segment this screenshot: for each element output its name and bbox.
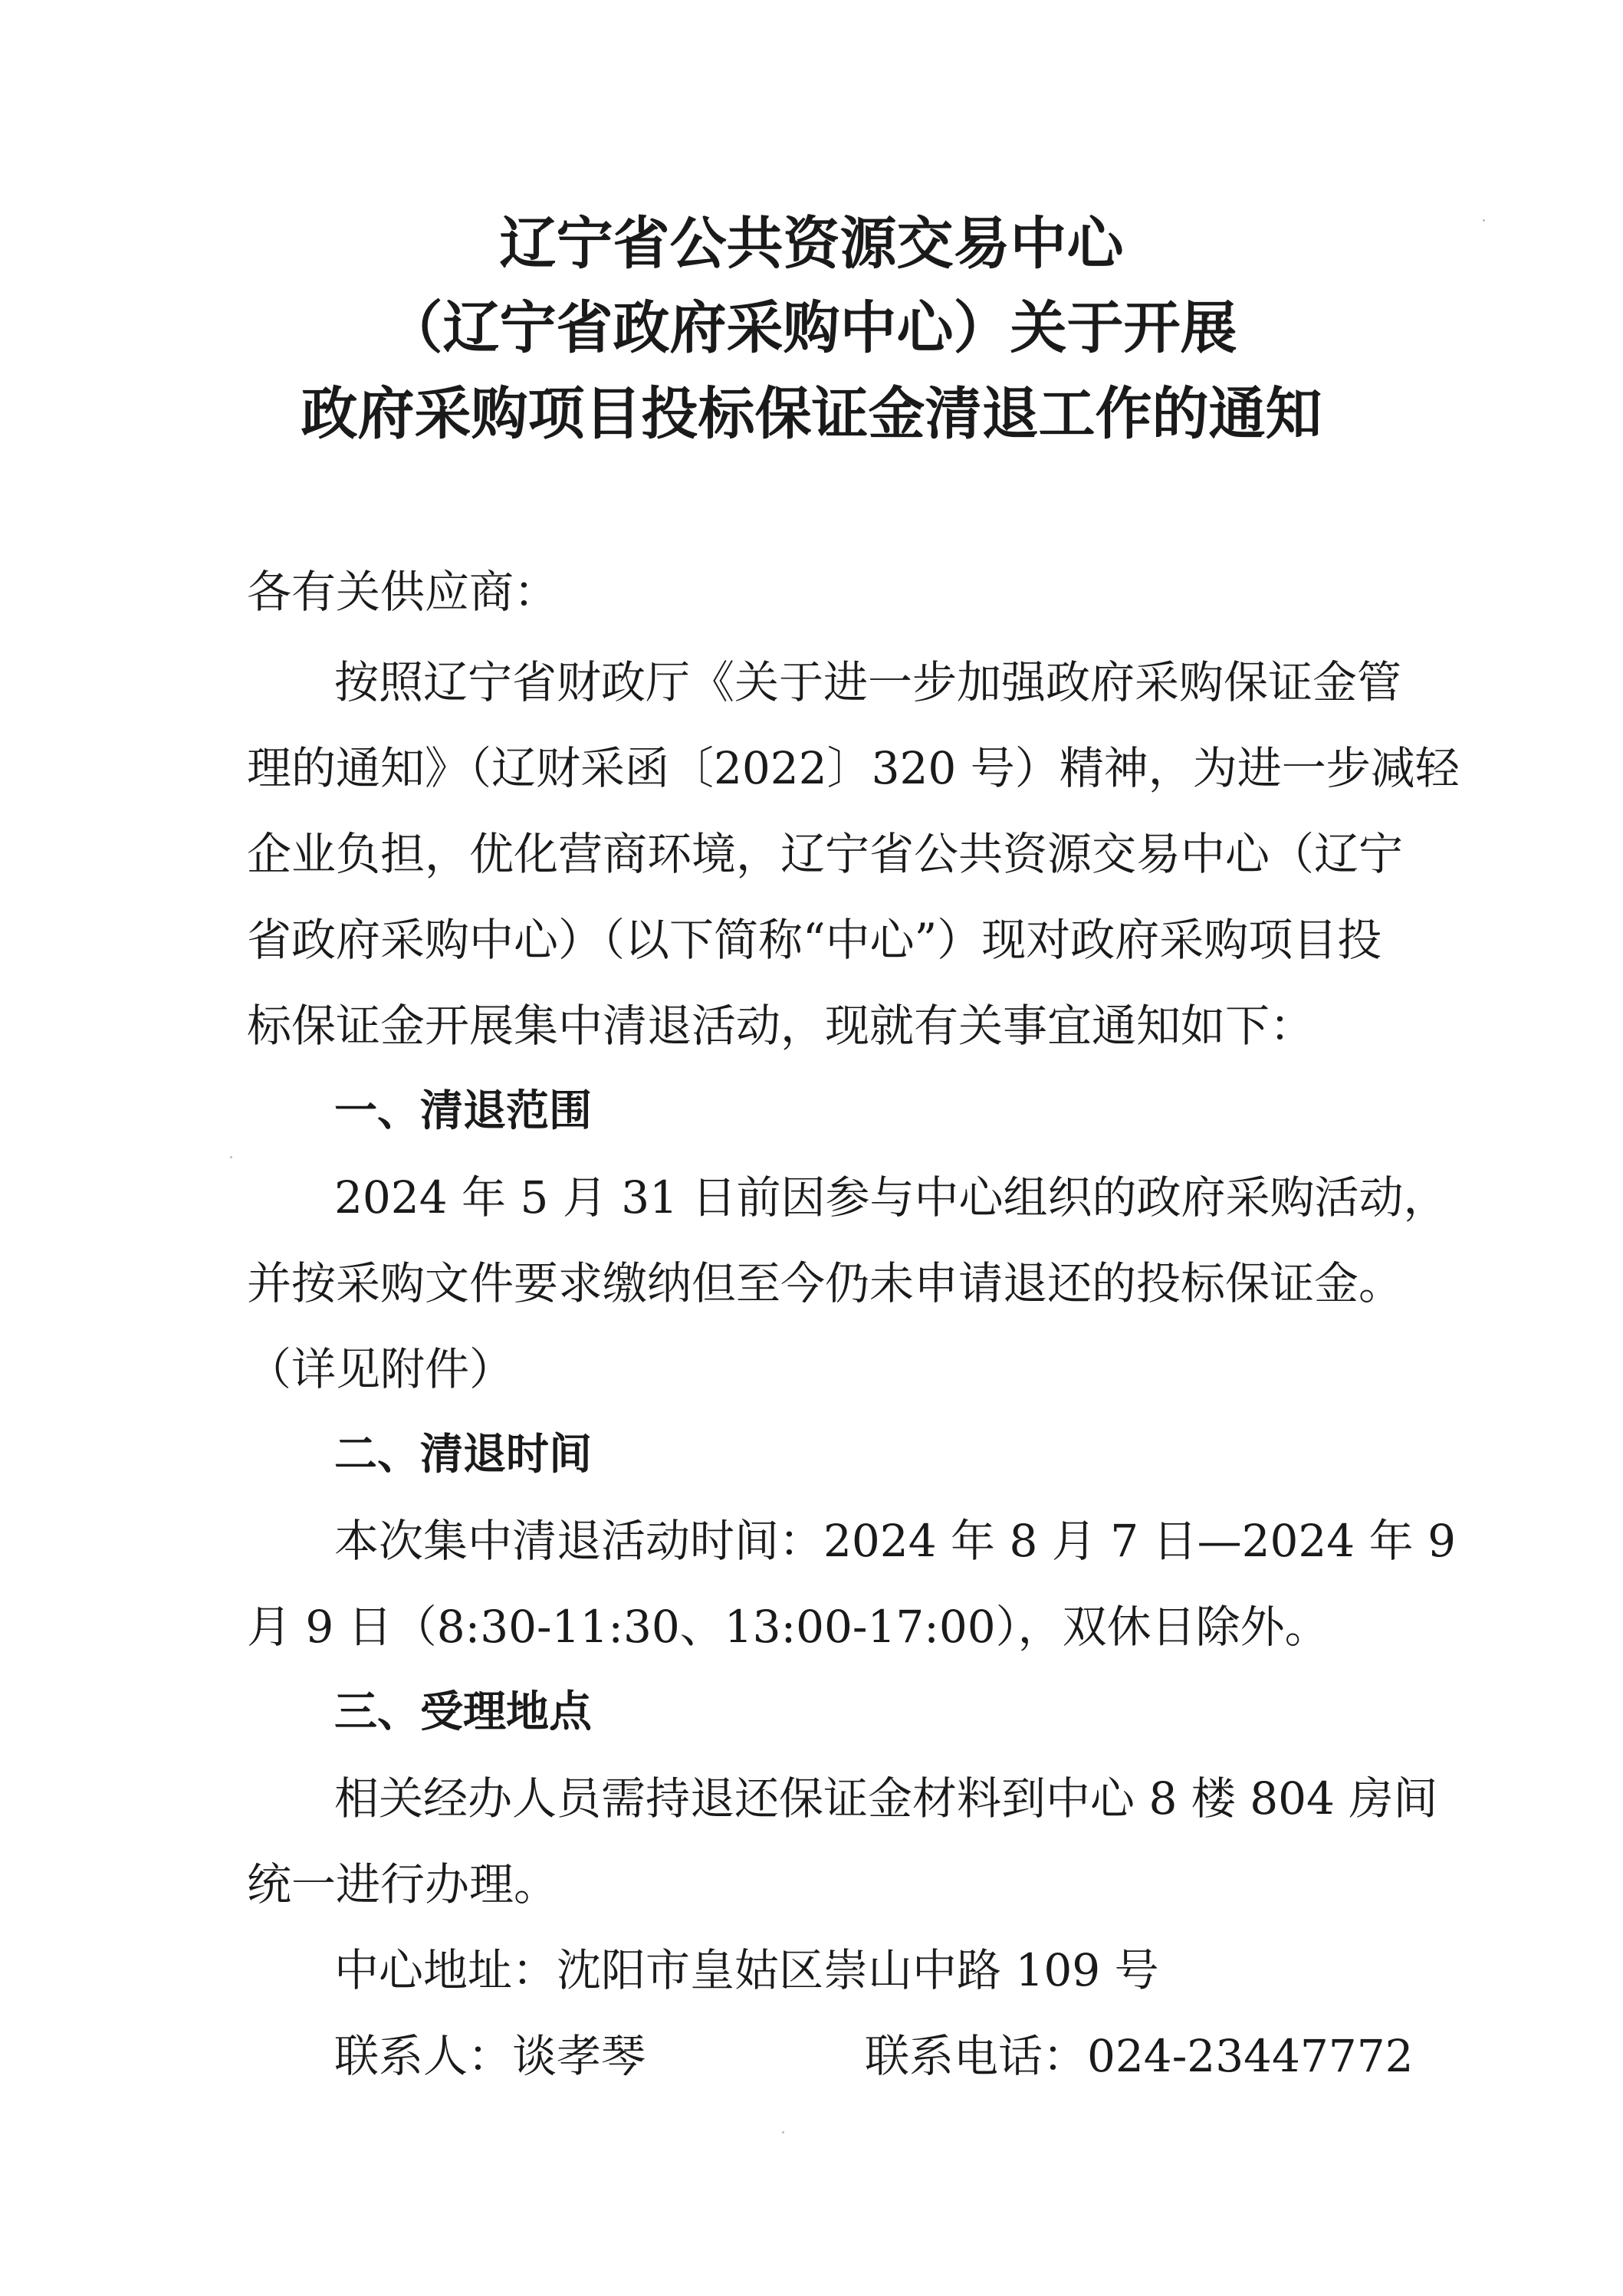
section-1-line-2: 并按采购文件要求缴纳但至今仍未申请退还的投标保证金。 — [247, 1257, 1404, 1309]
intro-line-1: 按照辽宁省财政厅《关于进一步加强政府采购保证金管 — [334, 656, 1402, 708]
section-3-heading: 三、受理地点 — [334, 1687, 592, 1737]
scan-speck — [230, 1156, 232, 1158]
intro-line-3: 企业负担，优化营商环境，辽宁省公共资源交易中心（辽宁 — [247, 828, 1404, 880]
center-address: 中心地址：沈阳市皇姑区崇山中路 109 号 — [334, 1944, 1159, 1996]
section-2-line-2: 月 9 日（8:30-11:30、13:00-17:00），双休日除外。 — [247, 1601, 1329, 1653]
notice-title-line-2: （辽宁省政府采购中心）关于开展 — [386, 295, 1237, 361]
notice-title-line-3: 政府采购项目投标保证金清退工作的通知 — [301, 381, 1322, 447]
intro-line-2: 理的通知》（辽财采函〔2022〕320 号）精神，为进一步减轻 — [247, 742, 1460, 794]
section-3-line-1: 相关经办人员需持退还保证金材料到中心 8 楼 804 房间 — [334, 1772, 1438, 1825]
contact-phone: 联系电话：024-23447772 — [865, 2030, 1414, 2082]
intro-line-5: 标保证金开展集中清退活动，现就有关事宜通知如下： — [247, 1000, 1315, 1052]
section-1-line-3: （详见附件） — [247, 1343, 514, 1395]
section-1-line-1: 2024 年 5 月 31 日前因参与中心组织的政府采购活动， — [334, 1171, 1448, 1224]
salutation: 各有关供应商： — [247, 566, 559, 618]
section-3-line-2: 统一进行办理。 — [247, 1858, 559, 1910]
contact-person: 联系人：谈孝琴 — [334, 2030, 646, 2082]
section-1-heading: 一、清退范围 — [334, 1086, 592, 1136]
notice-title-line-1: 辽宁省公共资源交易中心 — [499, 211, 1124, 277]
section-2-heading: 二、清退时间 — [334, 1430, 592, 1480]
scan-speck — [1483, 219, 1485, 222]
intro-line-4: 省政府采购中心）（以下简称“中心”）现对政府采购项目投 — [247, 914, 1382, 966]
scan-speck — [782, 2131, 784, 2133]
section-2-line-1: 本次集中清退活动时间：2024 年 8 月 7 日—2024 年 9 — [334, 1515, 1456, 1567]
